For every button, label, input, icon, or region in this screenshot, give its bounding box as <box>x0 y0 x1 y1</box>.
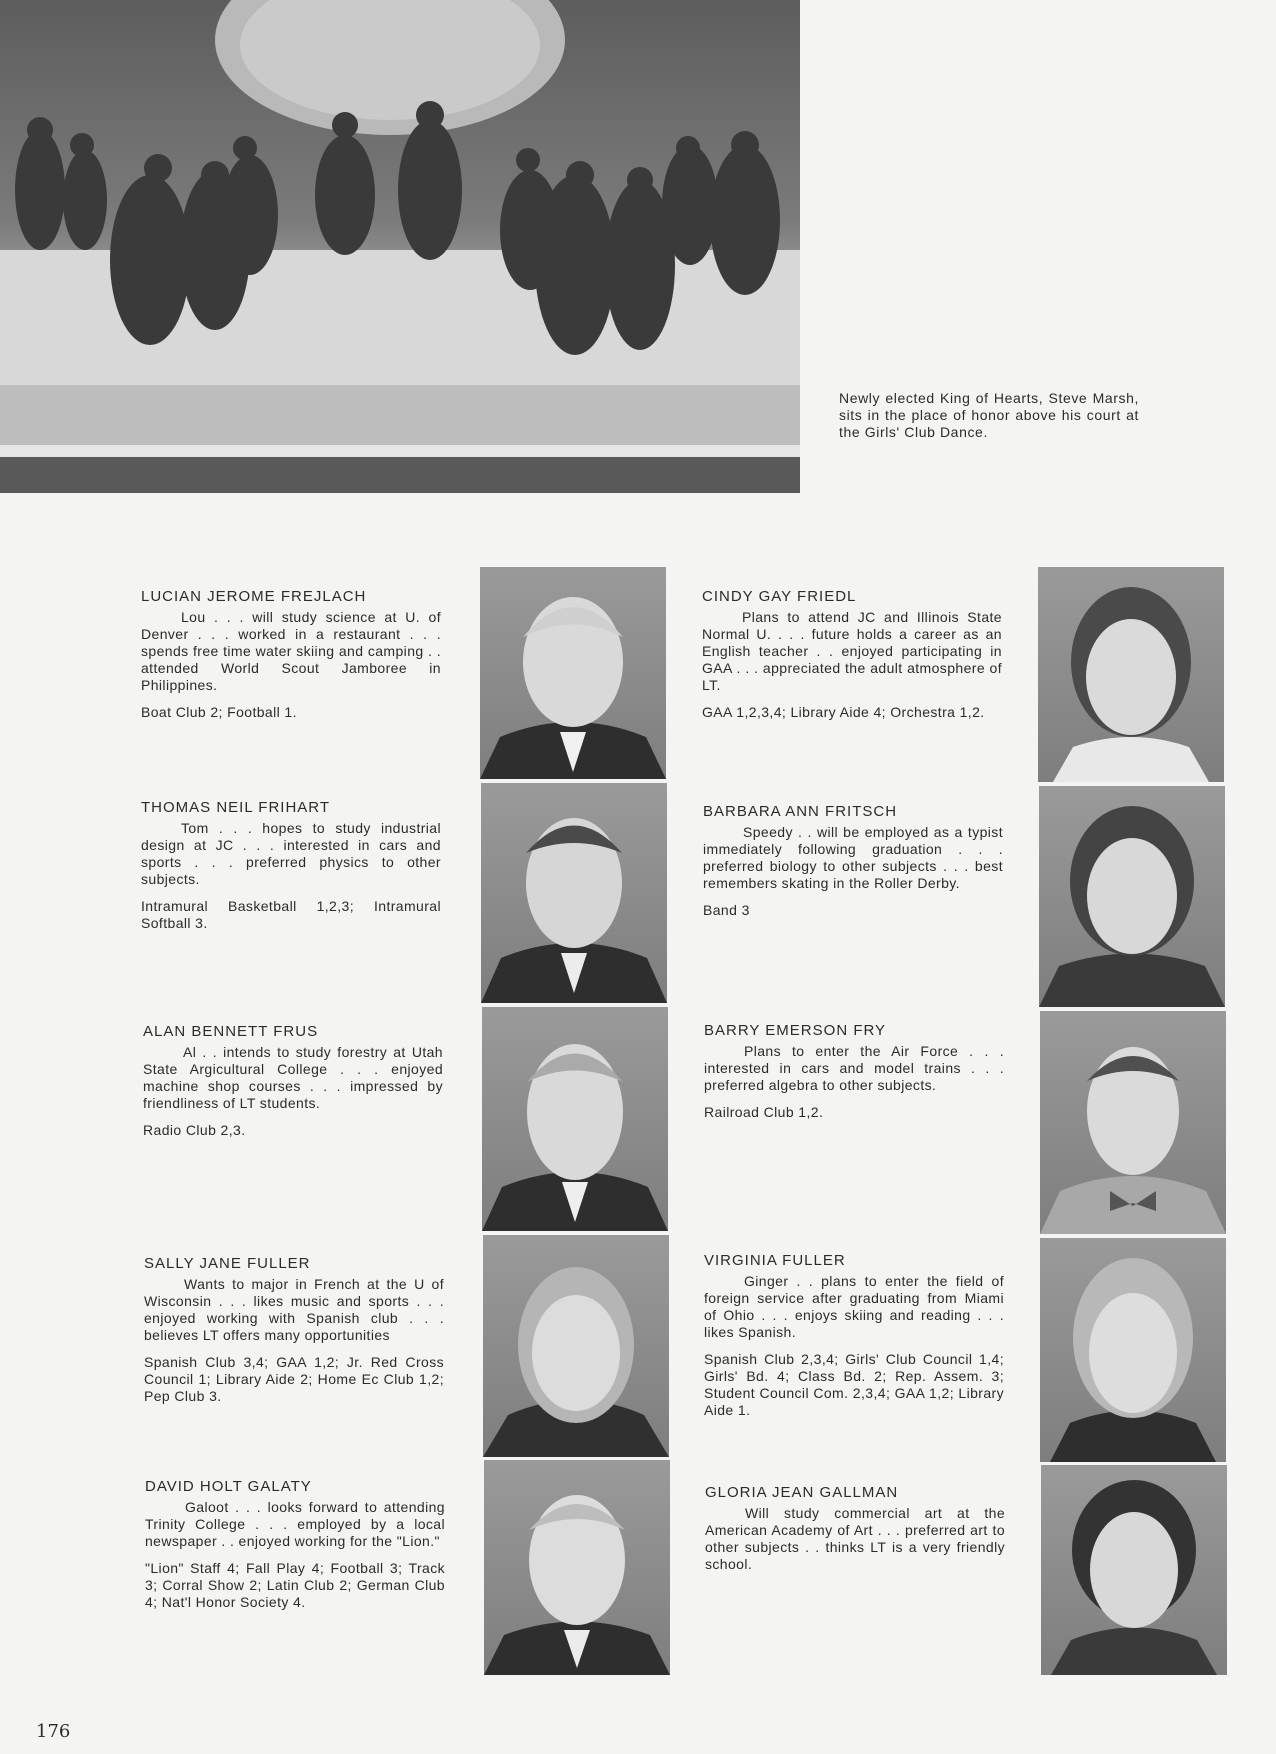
student-bio: Ginger . . plans to enter the field of foreign service after graduating from Miami of Ohio . . . enjoys skiing and reading . . . likes Spanish. <box>704 1273 1004 1340</box>
student-name: LUCIAN JEROME FREJLACH <box>141 588 367 605</box>
portrait-photo <box>1040 1011 1226 1234</box>
student-bio: Will study commercial art at the American Academy of Art . . . preferred art to other subjects . . thinks LT is a very friendly school. <box>705 1505 1005 1572</box>
student-entry <box>143 1023 443 1139</box>
student-entry <box>144 1255 444 1405</box>
student-activities: Intramural Basketball 1,2,3; Intramural Softball 3. <box>141 898 441 931</box>
portrait-photo <box>1039 786 1225 1007</box>
student-entry <box>141 588 441 721</box>
portrait-photo <box>483 1235 669 1457</box>
student-name: VIRGINIA FULLER <box>704 1252 846 1269</box>
king-of-hearts-group-photo <box>0 0 800 493</box>
student-activities: Spanish Club 3,4; GAA 1,2; Jr. Red Cross Council 1; Library Aide 2; Home Ec Club 1,2; Pep Club 3. <box>144 1354 444 1404</box>
student-entry <box>705 1484 1005 1573</box>
portrait-photo <box>484 1460 670 1675</box>
student-entry <box>141 799 441 932</box>
student-bio: Plans to attend JC and Illinois State Normal U. . . . future holds a career as an English teacher . . enjoyed participating in GAA . . . appreciated the adult atmosphere of LT. <box>702 609 1002 693</box>
student-name: SALLY JANE FULLER <box>144 1255 311 1272</box>
student-name: GLORIA JEAN GALLMAN <box>705 1484 899 1501</box>
student-entry <box>702 588 1002 721</box>
portrait-photo <box>480 567 666 779</box>
portrait-photo <box>1038 567 1224 782</box>
student-activities: Boat Club 2; Football 1. <box>141 704 297 720</box>
student-name: BARBARA ANN FRITSCH <box>703 803 898 820</box>
student-entry <box>704 1022 1004 1121</box>
portrait-photo <box>481 783 667 1003</box>
student-name: BARRY EMERSON FRY <box>704 1022 887 1039</box>
student-name: DAVID HOLT GALATY <box>145 1478 312 1495</box>
student-activities: Railroad Club 1,2. <box>704 1104 824 1120</box>
portrait-photo <box>1040 1238 1226 1462</box>
portrait-photo <box>1041 1465 1227 1675</box>
student-bio: Plans to enter the Air Force . . . interested in cars and model trains . . . preferred algebra to other subjects. <box>704 1043 1004 1093</box>
student-bio: Wants to major in French at the U of Wisconsin . . . likes music and sports . . . enjoyed working with Spanish club . . . believes LT offers many opportunities <box>144 1276 444 1343</box>
student-name: THOMAS NEIL FRIHART <box>141 799 331 816</box>
student-bio: Lou . . . will study science at U. of Denver . . . worked in a restaurant . . . spends free time water skiing and camping . . attended World Scout Jamboree in Philippines. <box>141 609 441 693</box>
student-activities: Band 3 <box>703 902 750 918</box>
student-entry <box>704 1252 1004 1419</box>
student-activities: GAA 1,2,3,4; Library Aide 4; Orchestra 1,2. <box>702 704 985 720</box>
student-bio: Tom . . . hopes to study industrial design at JC . . . interested in cars and sports . . . preferred physics to other subjects. <box>141 820 441 887</box>
student-bio: Al . . intends to study forestry at Utah State Argicultural College . . . enjoyed machine shop courses . . . impressed by friendliness of LT students. <box>143 1044 443 1111</box>
student-activities: Radio Club 2,3. <box>143 1122 246 1138</box>
student-activities: Spanish Club 2,3,4; Girls' Club Council 1,4; Girls' Bd. 4; Class Bd. 2; Rep. Assem. 3; Student Council Com. 2,3,4; GAA 1,2; Library Aide 1. <box>704 1351 1004 1418</box>
student-name: CINDY GAY FRIEDL <box>702 588 857 605</box>
photo-caption: Newly elected King of Hearts, Steve Marsh, sits in the place of honor above his court at the Girls' Club Dance. <box>839 390 1139 440</box>
student-activities: "Lion" Staff 4; Fall Play 4; Football 3; Track 3; Corral Show 2; Latin Club 2; German Club 4; Nat'l Honor Society 4. <box>145 1560 445 1610</box>
portrait-photo <box>482 1007 668 1231</box>
student-bio: Galoot . . . looks forward to attending Trinity College . . . employed by a local newspaper . . enjoyed working for the "Lion." <box>145 1499 445 1549</box>
page-number: 176 <box>36 1721 71 1742</box>
student-name: ALAN BENNETT FRUS <box>143 1023 319 1040</box>
student-entry <box>145 1478 445 1611</box>
student-entry <box>703 803 1003 919</box>
student-bio: Speedy . . will be employed as a typist immediately following graduation . . . preferred biology to other subjects . . . best remembers skating in the Roller Derby. <box>703 824 1003 891</box>
